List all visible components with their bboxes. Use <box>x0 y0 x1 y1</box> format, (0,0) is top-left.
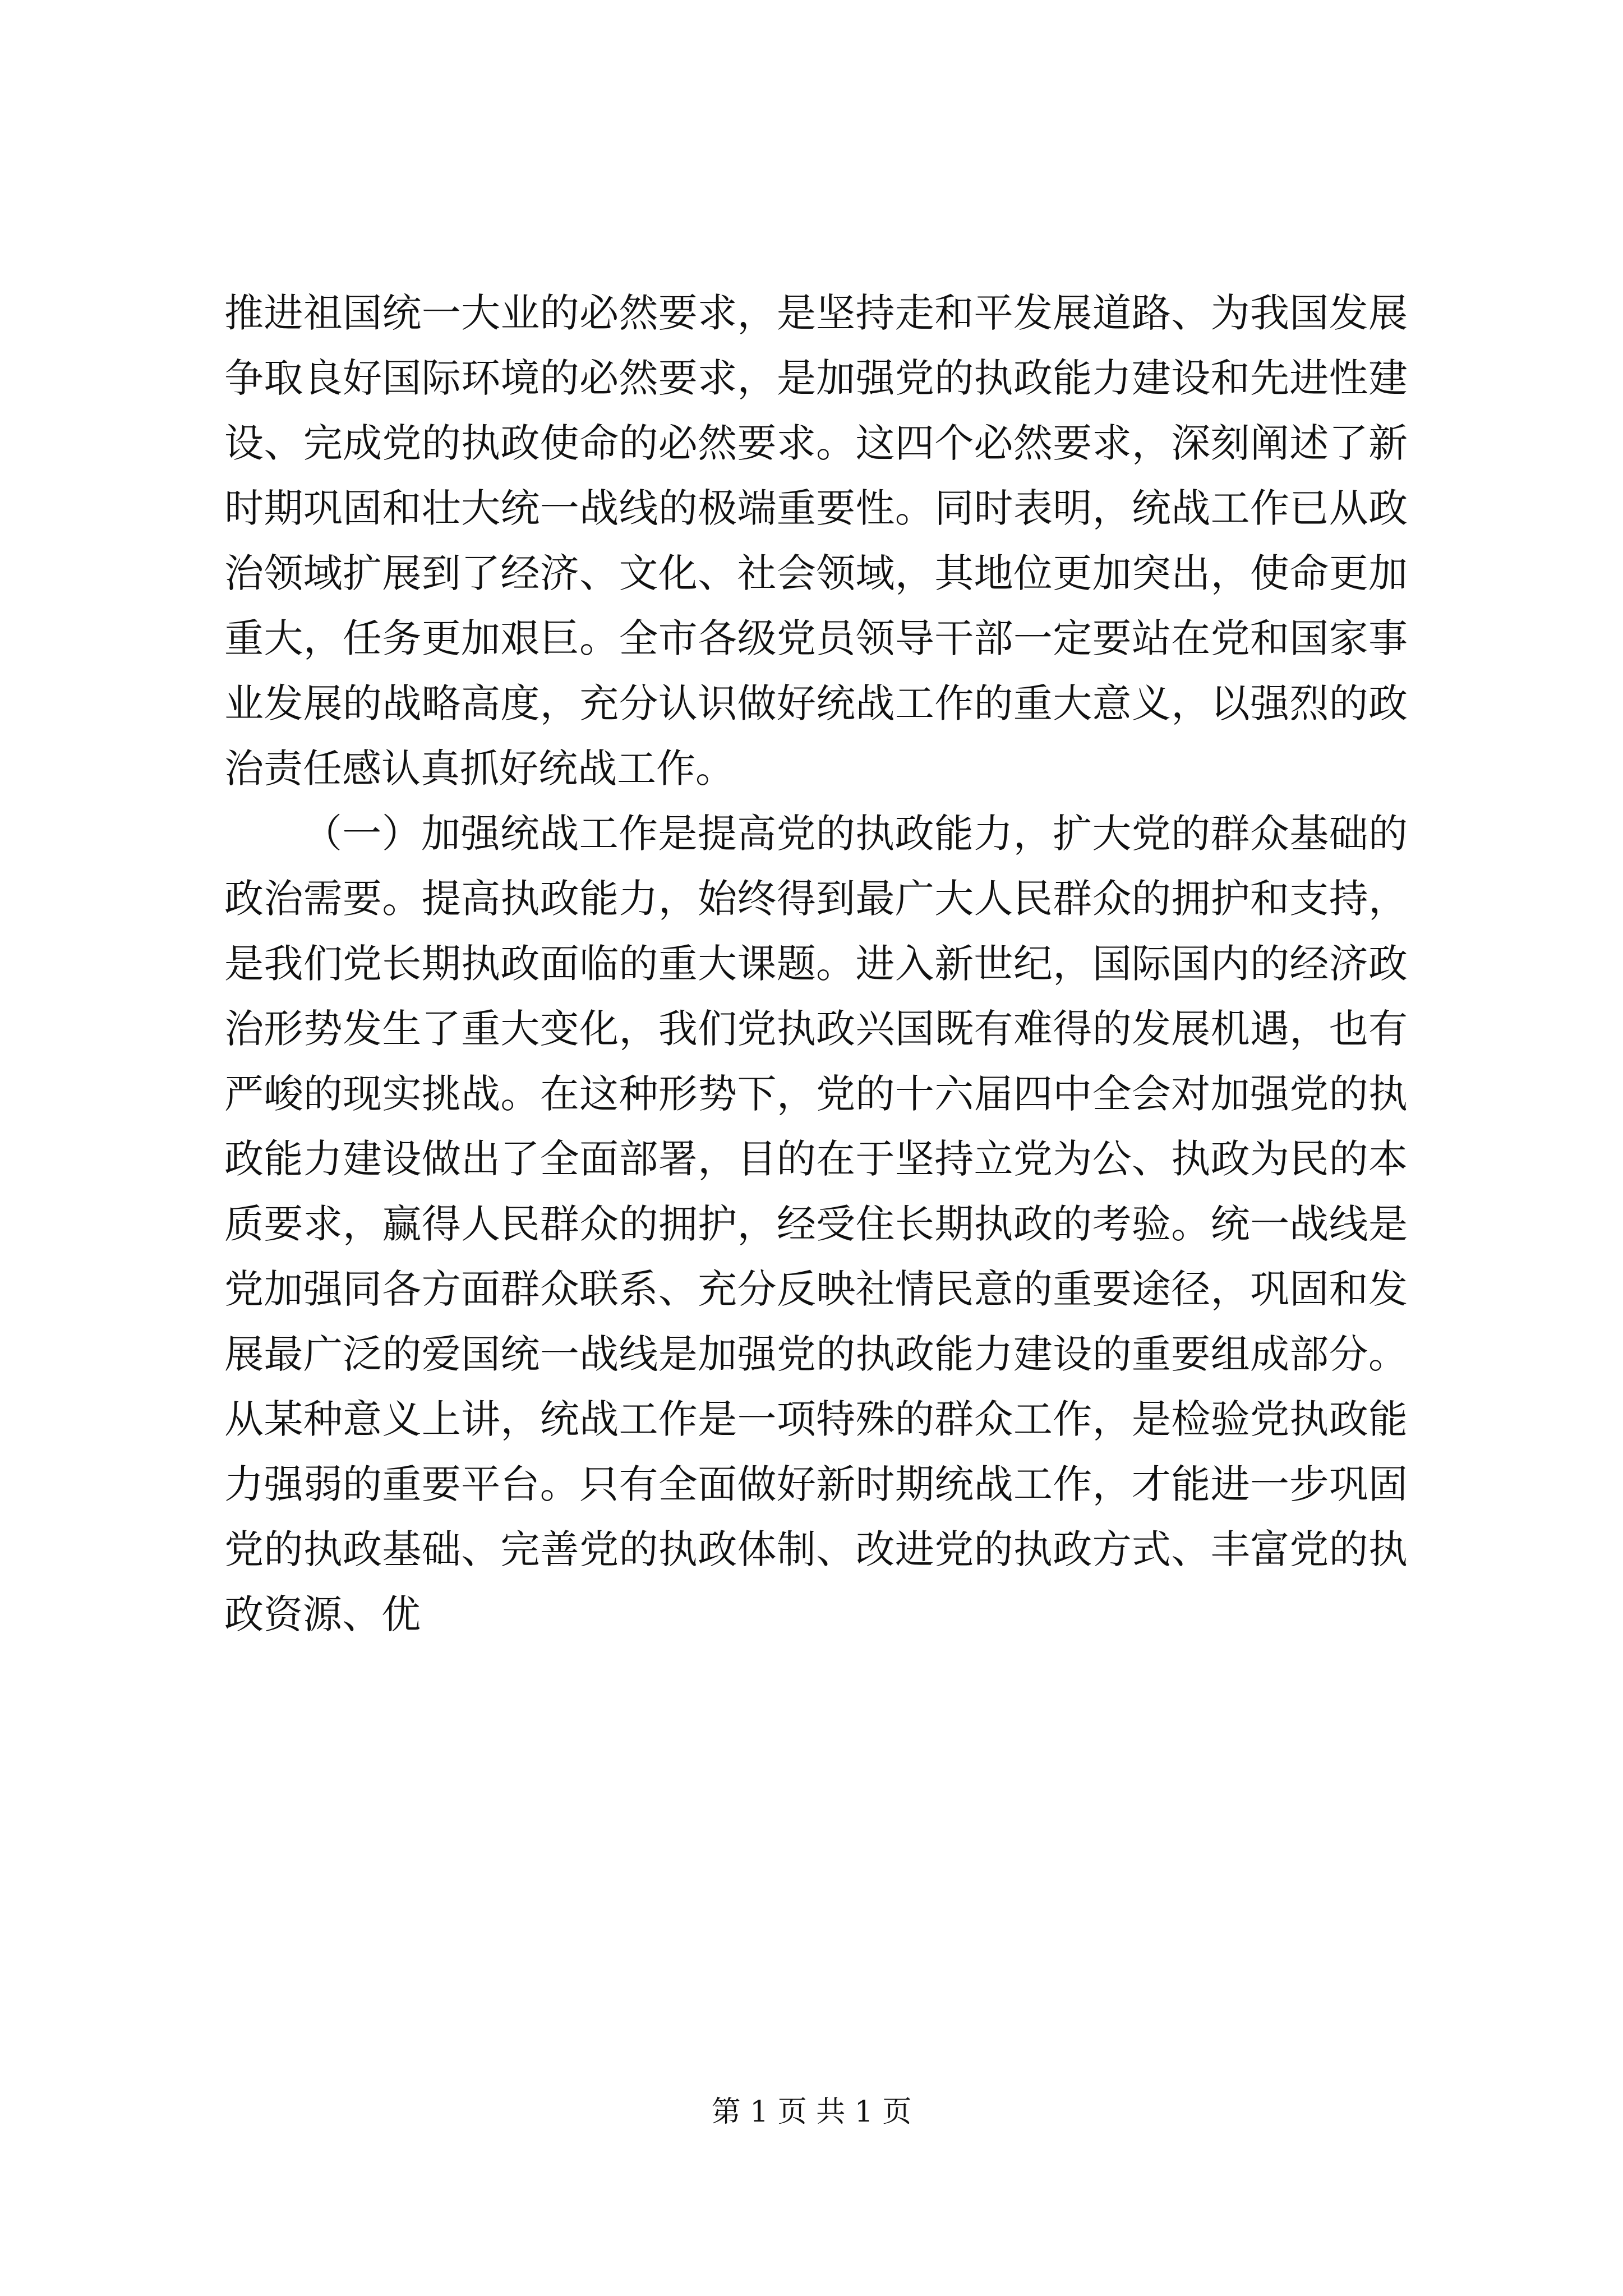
document-body <box>224 280 1408 1647</box>
paragraph-section-one: （一）加强统战工作是提高党的执政能力，扩大党的群众基础的政治需要。提高执政能力，始终得到最广大人民群众的拥护和支持，是我们党长期执政面临的重大课题。进入新世纪，国际国内的经济政治形势发生了重大变化，我们党执政兴国既有难得的发展机遇，也有严峻的现实挑战。在这种形势下，党的十六届四中全会对加强党的执政能力建设做出了全面部署，目的在于坚持立党为公、执政为民的本质要求，赢得人民群众的拥护，经受住长期执政的考验。统一战线是党加强同各方面群众联系、充分反映社情民意的重要途径，巩固和发展最广泛的爱国统一战线是加强党的执政能力建设的重要组成部分。从某种意义上讲，统战工作是一项特殊的群众工作，是检验党执政能力强弱的重要平台。只有全面做好新时期统战工作，才能进一步巩固党的执政基础、完善党的执政体制、改进党的执政方式、丰富党的执政资源、优 <box>224 811 1408 1637</box>
paragraph-continuation: 推进祖国统一大业的必然要求，是坚持走和平发展道路、为我国发展争取良好国际环境的必然要求，是加强党的执政能力建设和先进性建设、完成党的执政使命的必然要求。这四个必然要求，深刻阐述了新时期巩固和壮大统一战线的极端重要性。同时表明，统战工作已从政治领域扩展到了经济、文化、社会领域，其地位更加突出，使命更加重大，任务更加艰巨。全市各级党员领导干部一定要站在党和国家事业发展的战略高度，充分认识做好统战工作的重大意义，以强烈的政治责任感认真抓好统战工作。 <box>224 290 1408 792</box>
page-footer: 第 1 页 共 1 页 <box>711 2095 912 2129</box>
